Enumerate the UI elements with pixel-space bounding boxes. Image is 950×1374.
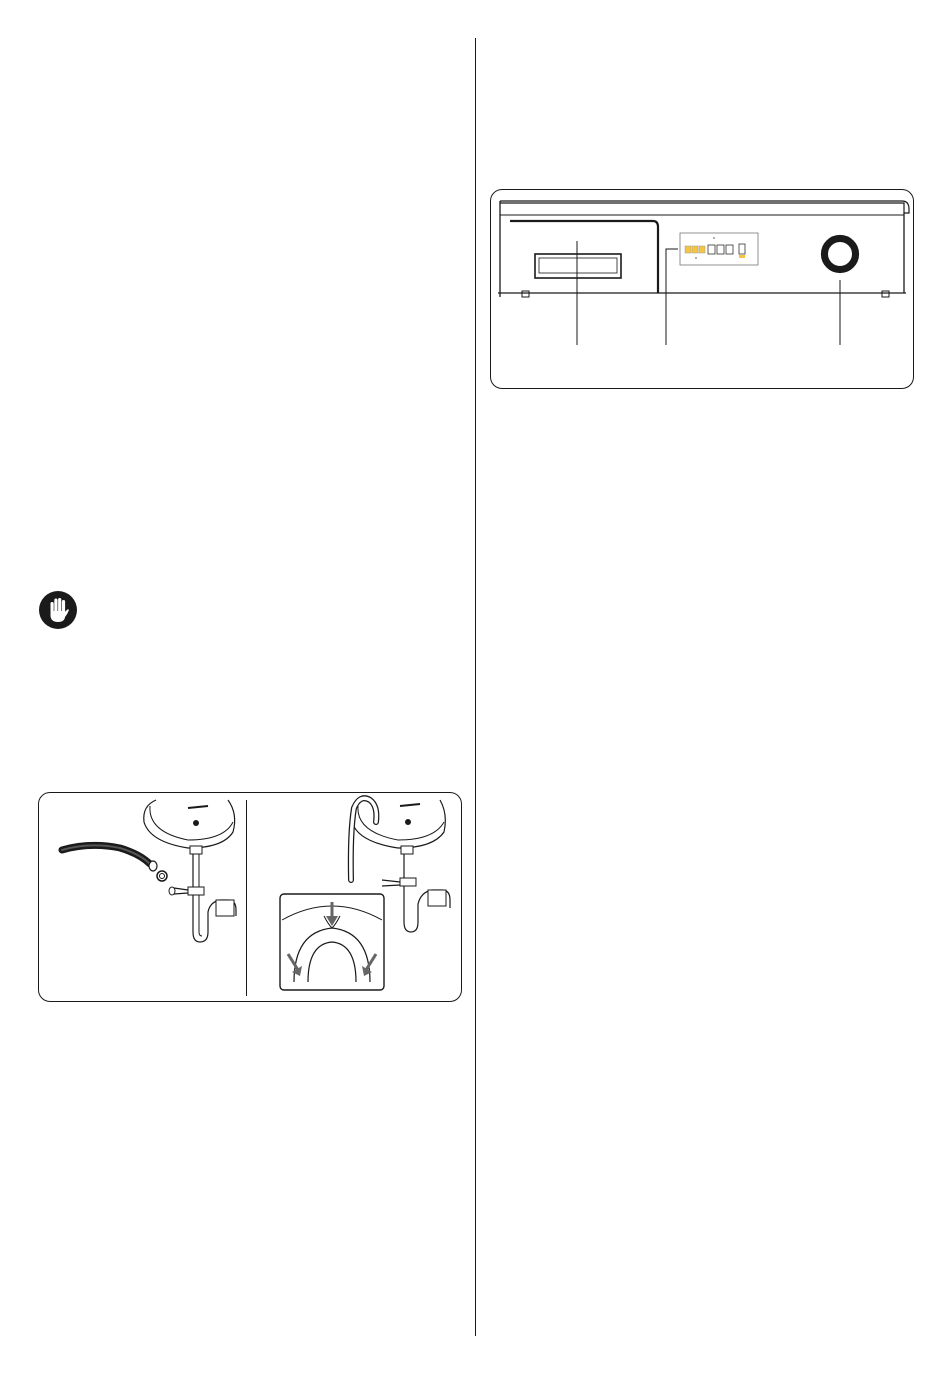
hand-stop-icon <box>38 590 78 630</box>
drain-right-illustration <box>248 792 460 1002</box>
program-knob-icon <box>822 236 858 272</box>
control-panel-display-icon <box>680 233 758 265</box>
detergent-drawer-icon <box>510 221 658 293</box>
hose-guide-detail-icon <box>280 894 384 990</box>
drain-hose-icon <box>62 845 157 871</box>
drain-left-illustration <box>38 792 248 1002</box>
column-divider <box>475 38 476 1336</box>
front-panel-illustration <box>490 189 914 389</box>
sink-siphon-icon <box>144 800 236 942</box>
hose-clamp-icon <box>157 871 167 881</box>
